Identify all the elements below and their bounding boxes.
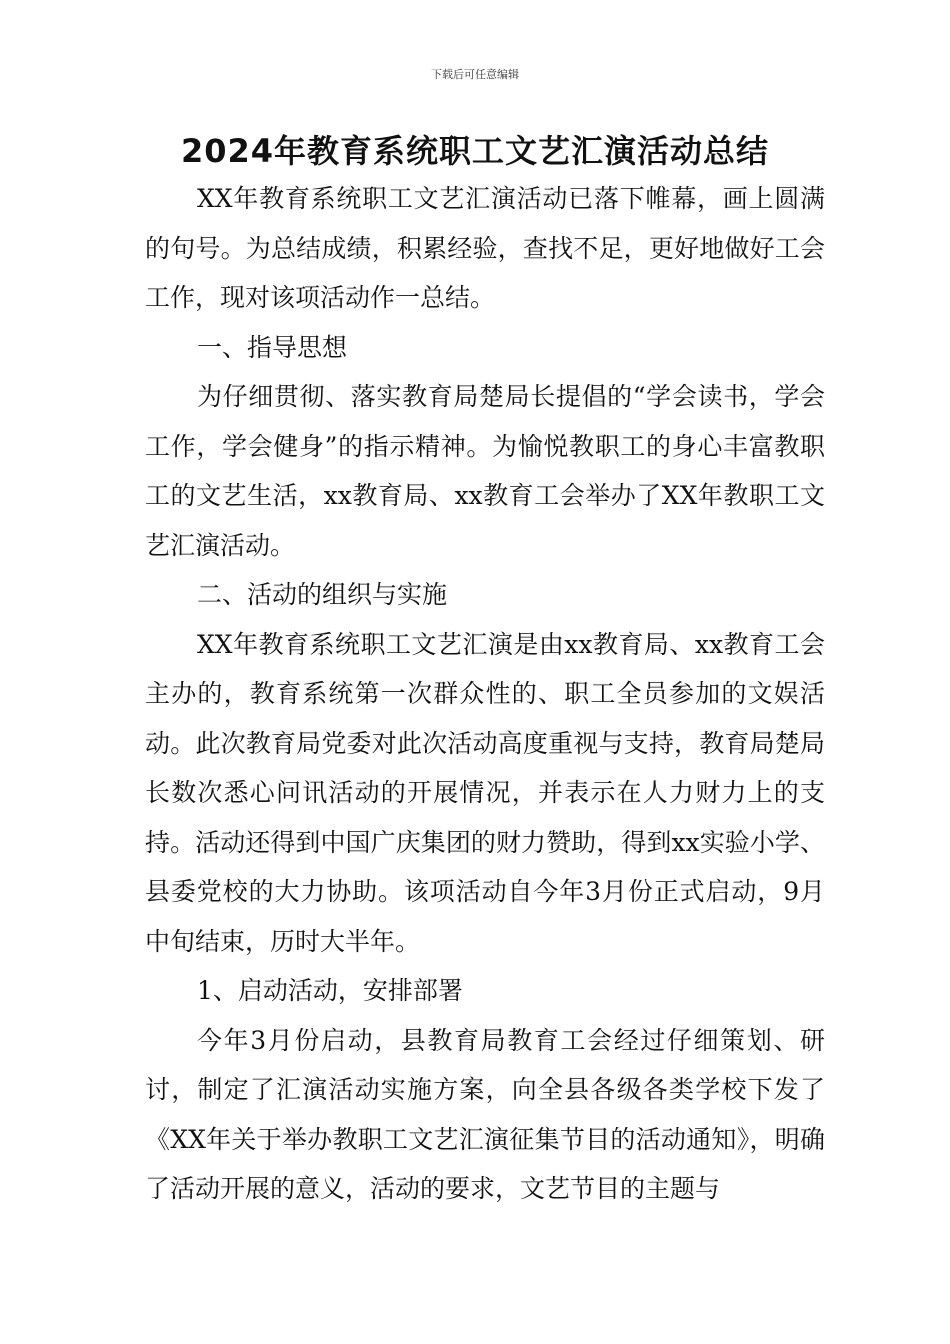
header-note: 下载后可任意编辑 (431, 68, 519, 81)
paragraph-organization: XX年教育系统职工文艺汇演是由xx教育局、xx教育工会主办的，教育系统第一次群众性的、职工全员参加的文娱活动。此次教育局党委对此次活动高度重视与支持，教育局楚局长数次悉心问讯活动的开展情况，并表示在人力财力上的支持。活动还得到中国广庆集团的财力赞助，得到xx实验小学、县委党校的大力协助。该项活动自今年3月份正式启动，9月中旬结束，历时大半年。 (145, 629, 825, 956)
subsection-heading-launch: 1、启动活动，安排部署 (197, 976, 463, 1005)
document-body (145, 174, 825, 1214)
section-heading-organization: 二、活动的组织与实施 (197, 580, 448, 609)
section-heading-guiding-ideology: 一、指导思想 (197, 332, 348, 362)
document-title: 2024年教育系统职工文艺汇演活动总结 (180, 132, 770, 170)
paragraph-intro: XX年教育系统职工文艺汇演活动已落下帷幕，画上圆满的句号。为总结成绩，积累经验，查找不足，更好地做好工会工作，现对该项活动作一总结。 (145, 184, 825, 312)
paragraph-guiding-ideology: 为仔细贯彻、落实教育局楚局长提倡的“学会读书，学会工作，学会健身”的指示精神。为愉悦教职工的身心丰富教职工的文艺生活，xx教育局、xx教育工会举办了XX年教职工文艺汇演活动。 (145, 382, 825, 560)
paragraph-launch: 今年3月份启动，县教育局教育工会经过仔细策划、研讨，制定了汇演活动实施方案，向全县各级各类学校下发了《XX年关于举办教职工文艺汇演征集节目的活动通知》，明确了活动开展的意义，活动的要求，文艺节目的主题与 (145, 1025, 825, 1203)
